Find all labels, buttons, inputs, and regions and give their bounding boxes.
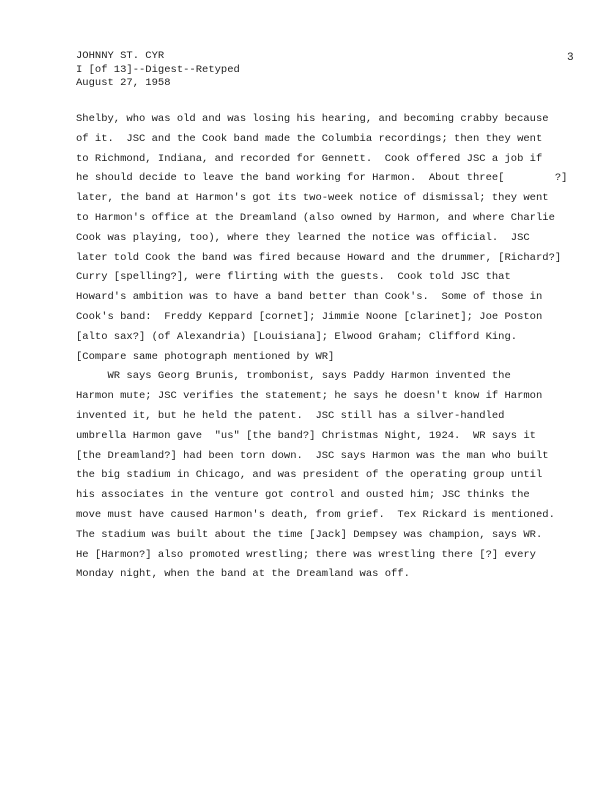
header-reel: I [of 13]--Digest--Retyped <box>76 63 240 76</box>
text-line: Curry [spelling?], were flirting with the guests. Cook told JSC that <box>76 271 511 284</box>
text-line: to Harmon's office at the Dreamland (also owned by Harmon, and where Charlie <box>76 211 555 224</box>
text-line: The stadium was built about the time [Jack] Dempsey was champion, says WR. <box>76 528 543 541</box>
text-line: Cook's band: Freddy Keppard [cornet]; Jimmie Noone [clarinet]; Joe Poston <box>76 310 543 323</box>
header-date: August 27, 1958 <box>76 77 171 89</box>
text-line: he should decide to leave the band working for Harmon. About three[ ?] <box>76 172 568 185</box>
page-number: 3 <box>567 52 574 64</box>
text-line: later told Cook the band was fired because Howard and the drummer, [Richard?] <box>76 251 562 264</box>
text-line: his associates in the venture got control and ousted him; JSC thinks the <box>76 489 530 502</box>
text-line: [the Dreamland?] had been torn down. JSC says Harmon was the man who built <box>76 449 549 462</box>
text-line: umbrella Harmon gave "us" [the band?] Christmas Night, 1924. WR says it <box>76 429 536 442</box>
text-line: move must have caused Harmon's death, from grief. Tex Rickard is mentioned. <box>76 508 555 521</box>
text-line: Shelby, who was old and was losing his hearing, and becoming crabby because <box>76 113 549 125</box>
text-line: Monday night, when the band at the Dreamland was off. <box>76 568 410 581</box>
text-line: He [Harmon?] also promoted wrestling; there was wrestling there [?] every <box>76 548 536 561</box>
document-header <box>76 50 240 91</box>
text-line: Howard's ambition was to have a band better than Cook's. Some of those in <box>76 291 543 304</box>
text-line: WR says Georg Brunis, trombonist, says Paddy Harmon invented the <box>76 370 511 383</box>
text-line: Cook was playing, too), where they learned the notice was official. JSC <box>76 231 530 244</box>
text-line: [Compare same photograph mentioned by WR] <box>76 350 335 363</box>
text-line: later, the band at Harmon's got its two-week notice of dismissal; they went <box>76 192 549 205</box>
header-name: JOHNNY ST. CYR <box>76 50 165 62</box>
text-line: Harmon mute; JSC verifies the statement; he says he doesn't know if Harmon <box>76 390 543 403</box>
text-line: [alto sax?] (of Alexandria) [Louisiana]; Elwood Graham; Clifford King. <box>76 330 518 343</box>
text-line: of it. JSC and the Cook band made the Columbia recordings; then they went <box>76 132 543 145</box>
text-line: to Richmond, Indiana, and recorded for Gennett. Cook offered JSC a job if <box>76 152 543 165</box>
text-line: the big stadium in Chicago, and was president of the operating group until <box>76 469 543 482</box>
document-body <box>76 110 596 585</box>
text-line: invented it, but he held the patent. JSC still has a silver-handled <box>76 409 505 422</box>
